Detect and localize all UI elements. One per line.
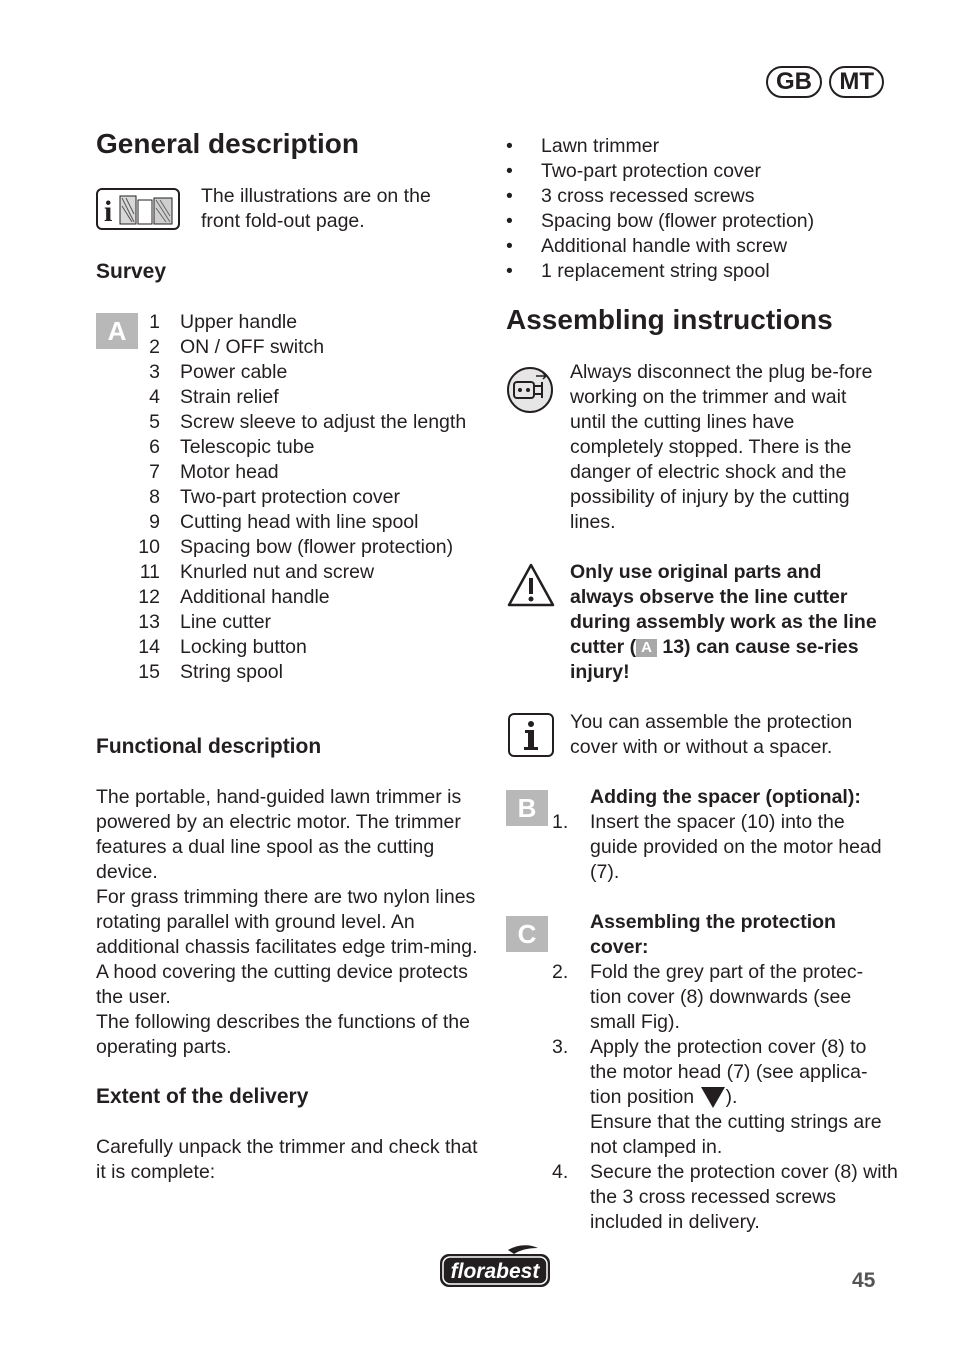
assembling-cover-heading: Assembling the protection cover: — [590, 911, 836, 958]
adding-spacer-heading: Adding the spacer (optional): — [590, 786, 861, 808]
delivery-item-label: 3 cross recessed screws — [541, 185, 755, 207]
survey-item-number: 7 — [149, 461, 160, 483]
delivery-item — [506, 234, 896, 259]
survey-item-label: ON / OFF switch — [180, 336, 325, 358]
delivery-item-label: Additional handle with screw — [541, 235, 788, 257]
delivery-intro-text: Carefully unpack the trimmer and check that it is complete: — [96, 1136, 478, 1183]
language-badges — [766, 66, 884, 98]
survey-item-number: 4 — [149, 386, 160, 408]
illustration-note-text: The illustrations are on the front fold-out page. — [201, 185, 431, 232]
figure-a-reference: A — [636, 639, 657, 657]
functional-description — [96, 785, 480, 1060]
figure-c-marker: C — [506, 916, 548, 952]
svg-text:i: i — [104, 195, 113, 228]
survey-item-number: 15 — [138, 661, 160, 683]
step-1-text: Insert the spacer (10) into the guide provided on the motor head (7). — [590, 811, 882, 883]
survey-item-label: String spool — [180, 661, 283, 683]
survey-item — [124, 535, 474, 560]
bullet-mark: • — [506, 235, 513, 257]
survey-item-number: 10 — [138, 536, 160, 558]
warning-text-end: 13) can cause se-ries injury! — [570, 636, 859, 683]
survey-item — [124, 510, 474, 535]
survey-item-number: 8 — [149, 486, 160, 508]
survey-item-number: 13 — [138, 611, 160, 633]
spacer-info-text: You can assemble the protection cover with or without a spacer. — [570, 711, 853, 758]
functional-heading: Functional description — [96, 735, 322, 758]
step-3-text — [590, 1035, 890, 1160]
delivery-item-label: 1 replacement string spool — [541, 260, 770, 282]
bullet-mark: • — [506, 135, 513, 157]
survey-item-number: 6 — [149, 436, 160, 458]
survey-item-number: 12 — [138, 586, 160, 608]
step-1-number: 1. — [552, 811, 569, 833]
warning-text-start: Only use original parts and always observe the line cutter during assembly work as the line cutter ( — [570, 561, 877, 658]
survey-item-label: Line cutter — [180, 611, 272, 633]
survey-item-label: Two-part protection cover — [180, 486, 401, 508]
survey-item-label: Knurled nut and screw — [180, 561, 375, 583]
lang-badge-gb: GB — [766, 66, 822, 98]
survey-item-label: Strain relief — [180, 386, 279, 408]
survey-item — [124, 410, 474, 435]
unplug-warning-text: Always disconnect the plug be-fore working on the trimmer and wait until the cutting lines have completely stopped. There is the danger of electric shock and the possibility of injury by the cutting lines. — [570, 361, 873, 533]
survey-item-label: Telescopic tube — [180, 436, 315, 458]
illustration-note-icon — [96, 188, 180, 230]
survey-item — [124, 385, 474, 410]
original-parts-warning — [570, 560, 890, 685]
bullet-mark: • — [506, 160, 513, 182]
step-4-number: 4. — [552, 1161, 569, 1183]
survey-item — [124, 660, 474, 685]
survey-item-number: 1 — [149, 311, 160, 333]
survey-item-label: Power cable — [180, 361, 288, 383]
survey-item — [124, 635, 474, 660]
figure-a-marker: A — [96, 313, 138, 349]
survey-item — [124, 485, 474, 510]
step-3-text-close: ). — [725, 1086, 738, 1108]
survey-heading: Survey — [96, 260, 167, 283]
delivery-item-label: Spacing bow (flower protection) — [541, 210, 815, 232]
functional-paragraph-1: The portable, hand-guided lawn trimmer is powered by an electric motor. The trimmer features a dual line spool as the cutting device. — [96, 786, 462, 883]
survey-item-label: Locking button — [180, 636, 307, 658]
warning-triangle-icon — [506, 562, 556, 608]
page-title: General description — [96, 128, 359, 159]
application-position-icon — [700, 1085, 726, 1109]
florabest-logo — [438, 1244, 552, 1290]
page-number: 45 — [852, 1269, 876, 1292]
svg-text:florabest: florabest — [450, 1260, 540, 1283]
delivery-item — [506, 134, 896, 159]
delivery-items-list — [506, 134, 896, 284]
step-3-number: 3. — [552, 1036, 569, 1058]
survey-item — [124, 460, 474, 485]
step-3-note: Ensure that the cutting strings are not clamped in. — [590, 1111, 882, 1158]
step-4-text: Secure the protection cover (8) with the 3 cross recessed screws included in delivery. — [590, 1161, 898, 1233]
bullet-mark: • — [506, 210, 513, 232]
functional-paragraph-2: For grass trimming there are two nylon lines rotating parallel with ground level. An additional chassis facilitates edge trim-ming. A hood covering the cutting device protects the user. — [96, 886, 478, 1008]
bullet-mark: • — [506, 260, 513, 282]
survey-item-number: 9 — [149, 511, 160, 533]
survey-item — [124, 560, 474, 585]
unplug-icon — [506, 366, 554, 414]
survey-item-label: Spacing bow (flower protection) — [180, 536, 454, 558]
delivery-item — [506, 209, 896, 234]
info-icon — [508, 713, 554, 757]
survey-item-number: 5 — [149, 411, 160, 433]
delivery-item-label: Lawn trimmer — [541, 135, 660, 157]
delivery-item — [506, 159, 896, 184]
survey-list — [124, 310, 474, 685]
step-2-number: 2. — [552, 961, 569, 983]
survey-item-number: 3 — [149, 361, 160, 383]
survey-item — [124, 310, 474, 335]
survey-item-number: 14 — [138, 636, 160, 658]
survey-item-label: Motor head — [180, 461, 279, 483]
delivery-item — [506, 184, 896, 209]
delivery-heading: Extent of the delivery — [96, 1085, 309, 1108]
survey-item-label: Additional handle — [180, 586, 330, 608]
survey-item — [124, 585, 474, 610]
survey-item-label: Cutting head with line spool — [180, 511, 419, 533]
lang-badge-mt: MT — [829, 66, 884, 98]
survey-item — [124, 610, 474, 635]
figure-b-marker: B — [506, 790, 548, 826]
survey-item — [124, 435, 474, 460]
survey-item — [124, 360, 474, 385]
survey-item-label: Upper handle — [180, 311, 298, 333]
survey-item — [124, 335, 474, 360]
survey-item-label: Screw sleeve to adjust the length — [180, 411, 467, 433]
assembling-title: Assembling instructions — [506, 304, 833, 335]
bullet-mark: • — [506, 185, 513, 207]
delivery-item — [506, 259, 896, 284]
survey-item-number: 11 — [139, 561, 160, 583]
functional-paragraph-3: The following describes the functions of the operating parts. — [96, 1011, 470, 1058]
step-2-text: Fold the grey part of the protec-tion cover (8) downwards (see small Fig). — [590, 961, 864, 1033]
survey-item-number: 2 — [149, 336, 160, 358]
step-3-text-main: Apply the protection cover (8) to the motor head (7) (see applica-tion position — [590, 1036, 868, 1108]
delivery-item-label: Two-part protection cover — [541, 160, 762, 182]
